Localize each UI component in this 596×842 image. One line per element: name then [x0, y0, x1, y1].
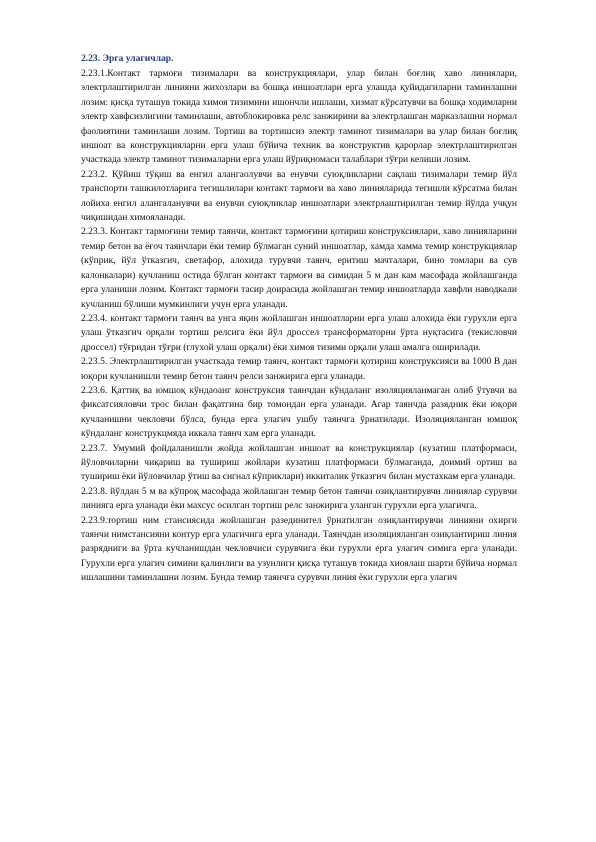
document-page: [81, 50, 517, 586]
paragraph-2-23-4: 2.23.4. контакт тармоғи таянч ва унга яқин жойлашган иншоатларни ерга улаш алохида ёки гурухли ерга улаш ўтказгич орқали тортиш релсига ёки йўл дроссел трансформаторни ўрта нуқтасига (текисловчи дроссел) тўғридан тўғри (глухой улаш орқали) ёки химоя тизими орқали улаш амалга оширилади.: [81, 312, 517, 353]
paragraph-2-23-2: 2.23.2. Қўйиш тўқиш ва енгил алангаолувчи ва енувчи суюқликларни сақлаш тизималари темир йўл транспорти ташкилотларига тегишлилари контакт тармоғи ва хаво линияларида тегишли кўрсатма билан лойиха енгил алангаланувчи ва енувчи суюқликлар иншоатлари электрлаштирилган темир йўлда учқун чиқишидан химояланади.: [81, 168, 517, 224]
paragraph-2-23-3: 2.23.3. Контакт тармоғини темир таянчи, контакт тармоғини қотириш конструксиялари, хаво линияларини темир бетон ва ёғоч таянчлари ёки темир бўлмаган суний иншоатлар, хамда хамма темир конструкциялар (кўприк, йўл ўтказгич, светафор, алохида турувчи таянч, еритиш мачталари, бино томлари ва сув калонкалари) кучланиш остида бўлган контакт тармоғи ва симидан 5 м дан кам масофада жойлашганда ерга уланиши лозим. Контакт тармоғи тасир доирасида жойлашган темир иншоатларда хавфли наводкали кучланиш бўлиши мумкинлиги учун ерга уланади.: [81, 226, 517, 310]
paragraph-2-23-5: 2.23.5. Электрлаштирилган участкада темир таянч, контакт тармоғи қотириш конструксияси ва 1000 В дан юқори кучланишли темир бетон таянч релси занжирига ерга уланади.: [81, 356, 517, 382]
paragraph-2-23-7: 2.23.7. Умумий фойдаланишли жойда жойлашган иншоат ва конструкциялар (кузатиш платформаси, йўловчиларни чиқариш ва тушириш жойлари кузатиш платформаси бўлмаганда, доимий ортиш ва тушириш ёки йўловчилар ўтиш ва сигнал кўприклари) иккиталик ўтказгич билан мустахкам ерга уланади.: [81, 442, 517, 483]
paragraph-2-23-6: 2.23.6. Қаттиқ ва юмшоқ кўндаоанг конструксия таянчдан кўндаланг изоляцияланмаган олиб ўтувчи ва фиксатсияловчи трос билан фақатгина бир томондан ерга уланади. Агар таянчда разядник ёки юқори кучланишни чекловчи бўлса, бунда ерга улагич ушбу таянчга ўрнатилади. Изоляцияланган юмшоқ кўндаланг конструкцмяда иккала таянч хам ерга уланади.: [81, 384, 517, 440]
paragraph-2-23-1: 2.23.1.Контакт тармоғи тизималари ва конструкциялари, улар билан боғлиқ хаво линиялари, электрлаштирилган линияни жихозлари ва бошқа иншоатлари ерга улашда қуйидагиларни таминлашни лозим: қисқа туташув токида химоя тизимини ишончли ишлаши, хизмат кўрсатувчи ва бошқа ходимларни электр хавфсизлигини таминлаши, автоблокировка релс занжирини ва электрлашган марказлашни нормал фаолиятини таминлаши лозим. Тортиш ва тортишсиз электр таминот тизималари ва улар билан боғлиқ иншоат ва конструкцияларни ерга улаш бўйича техник ва конструктив қарорлар электрлаштирилган участкада электр таминот тизималарни ерга улаш йўриқномаси талаблари тўғри келиши лозим.: [81, 68, 517, 166]
paragraph-2-23-8: 2.23.8. йўлдан 5 м ва кўпроқ масофада жойлашган темир бетон таянчи озиқлантирувчи линиялар сурувчи линияга ерга уланади ёки махсус осилган тортиш релс занжирига уланган гурухли ерга улагичга.: [81, 485, 517, 512]
section-heading: 2.23. Эрга улагичлар.: [81, 53, 174, 64]
paragraph-2-23-9: 2.23.9.тортиш ним стансиясида жойлашган разединител ўрнатилган озиқлантирувчи линияни охирги таянчи нимстансияни контур ерга улагичига ерга уланади. Таянчдан изоляцияланган озиқлантириш линия разрядниги ва ўрта кучланишдан чекловчиси сурувчига ёки гурухли ерга улагич симига ерга уланади. Гурухли ерга улагич симини қалинлиги ва узунлиги қисқа туташув токида хиоялаш шарти бўйича нормал ишлашини таминлашни лозим. Бунда темир таянчга сурувчи линия ёки гурухли ерга улагич: [81, 514, 517, 584]
